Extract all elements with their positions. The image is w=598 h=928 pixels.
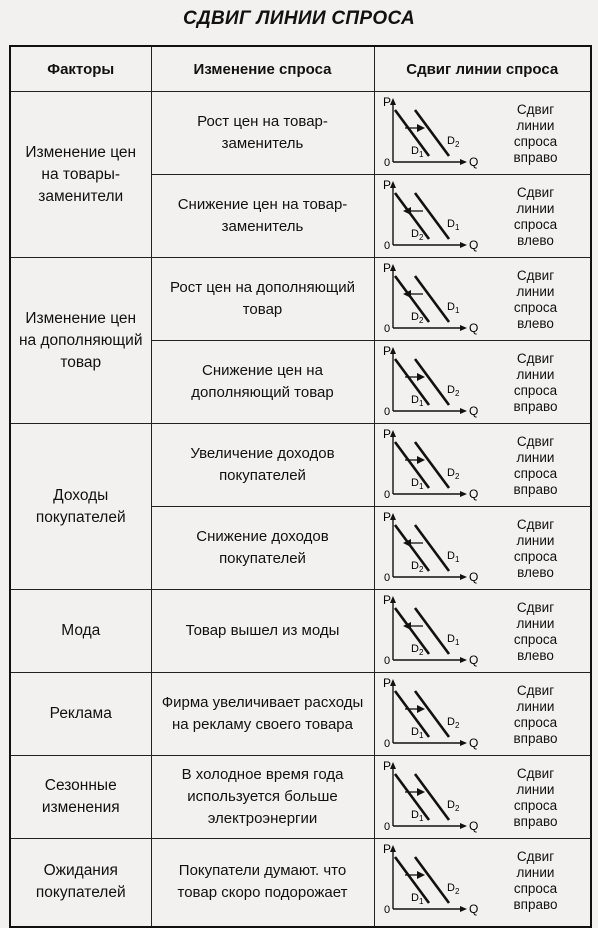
curve-label-right: $D_2$ (446, 135, 459, 149)
shift-direction-label: Сдвиг линии спроса вправо (513, 849, 558, 912)
axis-q-label: Q (468, 819, 478, 833)
demand-shift-graph (375, 673, 591, 755)
header-factors: Факторы (10, 46, 151, 92)
curve-label-right: $D_2$ (446, 799, 459, 813)
demand-change-cell: Фирма увеличивает расходы на рекламу своего товара (151, 673, 374, 756)
factor-cell: Мода (10, 590, 151, 673)
demand-shift-graph-cell (374, 92, 591, 175)
table-row (10, 673, 591, 756)
curve-label-left: $D_1$ (410, 809, 423, 823)
demand-shift-graph-cell (374, 341, 591, 424)
factor-cell: Доходы покупателей (10, 424, 151, 590)
curve-label-left: $D_2$ (410, 228, 423, 242)
curve-label-right: $D_2$ (446, 882, 459, 896)
header-change: Изменение спроса (151, 46, 374, 92)
shift-direction-label: Сдвиг линии спроса влево (513, 268, 558, 331)
factor-cell: Реклама (10, 673, 151, 756)
demand-graph-svg (381, 96, 491, 172)
axis-origin-label: 0 (383, 904, 390, 916)
shift-direction-label: Сдвиг линии спроса влево (513, 600, 558, 663)
axis-p-label: P (382, 179, 391, 192)
table-row (10, 92, 591, 175)
demand-shift-graph (375, 756, 591, 838)
demand-shift-graph (375, 341, 591, 423)
axis-origin-label: 0 (383, 240, 390, 252)
axis-q-label: Q (468, 570, 478, 584)
curve-label-right: $D_1$ (446, 633, 459, 647)
demand-graph-svg (381, 677, 491, 753)
demand-shift-graph-cell (374, 756, 591, 839)
shift-direction-label: Сдвиг линии спроса влево (513, 185, 558, 248)
header-shift: Сдвиг линии спроса (374, 46, 591, 92)
table-row (10, 424, 591, 507)
shift-direction-label: Сдвиг линии спроса вправо (513, 766, 558, 829)
axis-origin-label: 0 (383, 738, 390, 750)
demand-shift-graph-cell (374, 590, 591, 673)
demand-shift-graph-cell (374, 507, 591, 590)
demand-shift-graph-cell (374, 839, 591, 927)
axis-origin-label: 0 (383, 323, 390, 335)
factor-cell: Изменение цен на товары-заменители (10, 92, 151, 258)
demand-change-cell: Увеличение доходов покупателей (151, 424, 374, 507)
curve-label-left: $D_2$ (410, 643, 423, 657)
curve-label-right: $D_1$ (446, 301, 459, 315)
demand-change-cell: В холодное время года используется больше электроэнергии (151, 756, 374, 839)
demand-graph-svg (381, 511, 491, 587)
axis-origin-label: 0 (383, 821, 390, 833)
demand-graph-svg (381, 262, 491, 338)
axis-p-label: P (382, 345, 391, 358)
demand-graph-svg (381, 594, 491, 670)
axis-q-label: Q (468, 155, 478, 169)
demand-shift-graph-cell (374, 424, 591, 507)
axis-q-label: Q (468, 238, 478, 252)
shift-direction-label: Сдвиг линии спроса влево (513, 517, 558, 580)
demand-change-cell: Товар вышел из моды (151, 590, 374, 673)
curve-label-left: $D_1$ (410, 145, 423, 159)
demand-change-cell: Покупатели думают. что товар скоро подорожает (151, 839, 374, 927)
shift-direction-label: Сдвиг линии спроса вправо (513, 351, 558, 414)
shift-direction-label: Сдвиг линии спроса вправо (513, 434, 558, 497)
axis-q-label: Q (468, 736, 478, 750)
axis-p-label: P (382, 843, 391, 856)
curve-label-right: $D_2$ (446, 384, 459, 398)
axis-q-label: Q (468, 321, 478, 335)
axis-p-label: P (382, 760, 391, 773)
factor-cell: Ожидания покупателей (10, 839, 151, 927)
demand-shift-graph (375, 175, 591, 257)
demand-shift-table (9, 45, 592, 928)
curve-label-left: $D_1$ (410, 892, 423, 906)
axis-origin-label: 0 (383, 157, 390, 169)
header-row (10, 46, 591, 92)
demand-shift-graph-cell (374, 258, 591, 341)
curve-label-left: $D_1$ (410, 726, 423, 740)
demand-graph-svg (381, 179, 491, 255)
axis-origin-label: 0 (383, 406, 390, 418)
curve-label-right: $D_2$ (446, 716, 459, 730)
curve-label-right: $D_1$ (446, 550, 459, 564)
demand-change-cell: Рост цен на товар-заменитель (151, 92, 374, 175)
demand-change-cell: Снижение цен на товар-заменитель (151, 175, 374, 258)
demand-graph-svg (381, 428, 491, 504)
axis-q-label: Q (468, 653, 478, 667)
shift-direction-label: Сдвиг линии спроса вправо (513, 683, 558, 746)
factor-cell: Изменение цен на дополняющий товар (10, 258, 151, 424)
table-row (10, 258, 591, 341)
demand-shift-graph-cell (374, 673, 591, 756)
curve-label-right: $D_1$ (446, 218, 459, 232)
axis-p-label: P (382, 96, 391, 109)
demand-graph-svg (381, 760, 491, 836)
demand-shift-graph (375, 839, 591, 926)
demand-change-cell: Снижение доходов покупателей (151, 507, 374, 590)
demand-shift-graph (375, 92, 591, 174)
demand-shift-graph (375, 258, 591, 340)
demand-shift-graph (375, 590, 591, 672)
demand-shift-graph (375, 507, 591, 589)
axis-q-label: Q (468, 487, 478, 501)
axis-q-label: Q (468, 902, 478, 916)
axis-p-label: P (382, 511, 391, 524)
factor-cell: Сезонные изменения (10, 756, 151, 839)
table-row (10, 756, 591, 839)
axis-p-label: P (382, 428, 391, 441)
table-row (10, 590, 591, 673)
curve-label-right: $D_2$ (446, 467, 459, 481)
demand-shift-graph (375, 424, 591, 506)
axis-p-label: P (382, 594, 391, 607)
curve-label-left: $D_2$ (410, 560, 423, 574)
axis-q-label: Q (468, 404, 478, 418)
shift-direction-label: Сдвиг линии спроса вправо (513, 102, 558, 165)
axis-origin-label: 0 (383, 572, 390, 584)
curve-label-left: $D_1$ (410, 477, 423, 491)
axis-p-label: P (382, 262, 391, 275)
demand-change-cell: Снижение цен на дополняющий товар (151, 341, 374, 424)
demand-shift-graph-cell (374, 175, 591, 258)
demand-graph-svg (381, 345, 491, 421)
demand-graph-svg (381, 843, 491, 919)
page-title: СДВИГ ЛИНИИ СПРОСА (182, 8, 416, 29)
curve-label-left: $D_1$ (410, 394, 423, 408)
curve-label-left: $D_2$ (410, 311, 423, 325)
axis-origin-label: 0 (383, 489, 390, 501)
axis-p-label: P (382, 677, 391, 690)
demand-change-cell: Рост цен на дополняющий товар (151, 258, 374, 341)
table-row (10, 839, 591, 927)
axis-origin-label: 0 (383, 655, 390, 667)
